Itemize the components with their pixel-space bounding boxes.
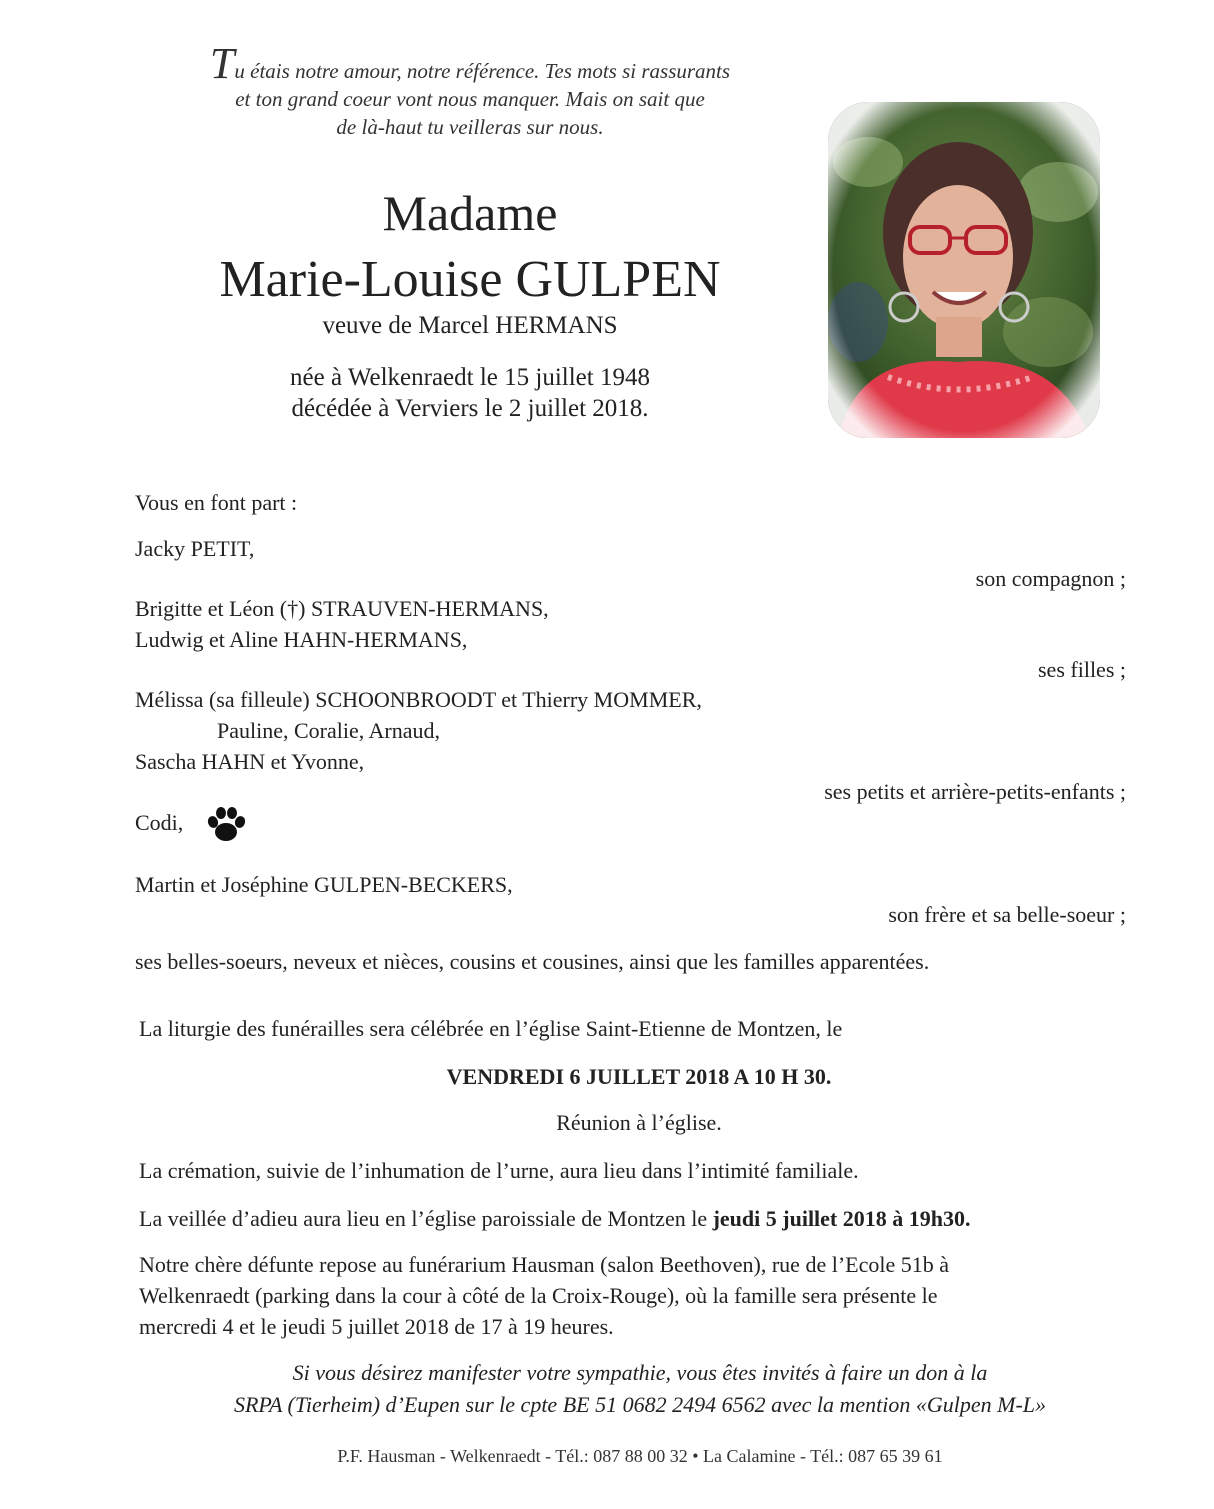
widow-of: veuve de Marcel HERMANS xyxy=(322,312,618,339)
brother-role: son frère et sa belle-soeur ; xyxy=(888,902,1126,927)
death-line: décédée à Verviers le 2 juillet 2018. xyxy=(291,395,649,422)
vigil-intro: La veillée d’adieu aura lieu en l’église paroissiale de Montzen le xyxy=(139,1206,713,1231)
grandchild-2: Sascha HAHN et Yvonne, xyxy=(135,749,365,774)
deceased-name: Marie-Louise GULPEN xyxy=(219,251,721,308)
other-relatives: ses belles-soeurs, neveux et nièces, cousins et cousines, ainsi que les familles apparentées. xyxy=(135,949,930,974)
companion-role: son compagnon ; xyxy=(975,566,1126,591)
rest-line-1: Notre chère défunte repose au funérarium Hausman (salon Beethoven), rue de l’Ecole 51b à xyxy=(139,1252,949,1277)
life-dates xyxy=(170,362,770,424)
daughters-role: ses filles ; xyxy=(1038,657,1126,682)
grandchildren-role: ses petits et arrière-petits-enfants ; xyxy=(824,779,1126,804)
great-grandchildren: Pauline, Coralie, Arnaud, xyxy=(217,718,441,743)
quote-line-1: u étais notre amour, notre référence. Tes mots si rassurants xyxy=(234,59,731,83)
vigil-text xyxy=(139,1203,1084,1234)
family-intro: Vous en font part : xyxy=(135,490,298,515)
quote-line-3: de là-haut tu veilleras sur nous. xyxy=(336,115,604,139)
donation-line-2: SRPA (Tierheim) d’Eupen sur le cpte BE 51 0682 2494 6562 avec la mention «Gulpen M-L» xyxy=(233,1392,1047,1417)
pet-name: Codi, xyxy=(135,810,184,835)
daughter-2: Ludwig et Aline HAHN-HERMANS, xyxy=(135,627,468,652)
salutation: Madame xyxy=(382,185,558,241)
donation-note xyxy=(120,1357,1160,1421)
brother: Martin et Joséphine GULPEN-BECKERS, xyxy=(135,872,513,897)
donation-line-1: Si vous désirez manifester votre sympathie, vous êtes invités à faire un don à la xyxy=(292,1360,988,1385)
companion-name: Jacky PETIT, xyxy=(135,536,255,561)
cremation-text: La crémation, suivie de l’inhumation de l’urne, aura lieu dans l’intimité familiale. xyxy=(139,1158,859,1183)
meeting-text: Réunion à l’église. xyxy=(556,1110,722,1135)
quote-line-2: et ton grand coeur vont nous manquer. Mais on sait que xyxy=(235,87,705,111)
opening-quote xyxy=(170,39,770,141)
daughter-1: Brigitte et Léon (†) STRAUVEN-HERMANS, xyxy=(135,596,549,621)
portrait-photo xyxy=(828,102,1100,438)
rest-paragraph xyxy=(139,1249,1084,1342)
funeral-date: VENDREDI 6 JUILLET 2018 A 10 H 30. xyxy=(446,1064,832,1089)
paw-icon xyxy=(205,805,247,845)
quote-dropcap: T xyxy=(209,39,235,88)
rest-line-2: Welkenraedt (parking dans la cour à côté de la Croix-Rouge), où la famille sera présente le xyxy=(139,1283,938,1308)
vigil-date: jeudi 5 juillet 2018 à 19h30. xyxy=(712,1206,971,1231)
liturgy-text: La liturgie des funérailles sera célébrée en l’église Saint-Etienne de Montzen, le xyxy=(139,1016,843,1041)
rest-line-3: mercredi 4 et le jeudi 5 juillet 2018 de 17 à 19 heures. xyxy=(139,1314,614,1339)
birth-line: née à Welkenraedt le 15 juillet 1948 xyxy=(290,364,650,391)
funeral-home-footer: P.F. Hausman - Welkenraedt - Tél.: 087 88 00 32 • La Calamine - Tél.: 087 65 39 61 xyxy=(337,1446,943,1466)
grandchild-1: Mélissa (sa filleule) SCHOONBROODT et Thierry MOMMER, xyxy=(135,687,702,712)
